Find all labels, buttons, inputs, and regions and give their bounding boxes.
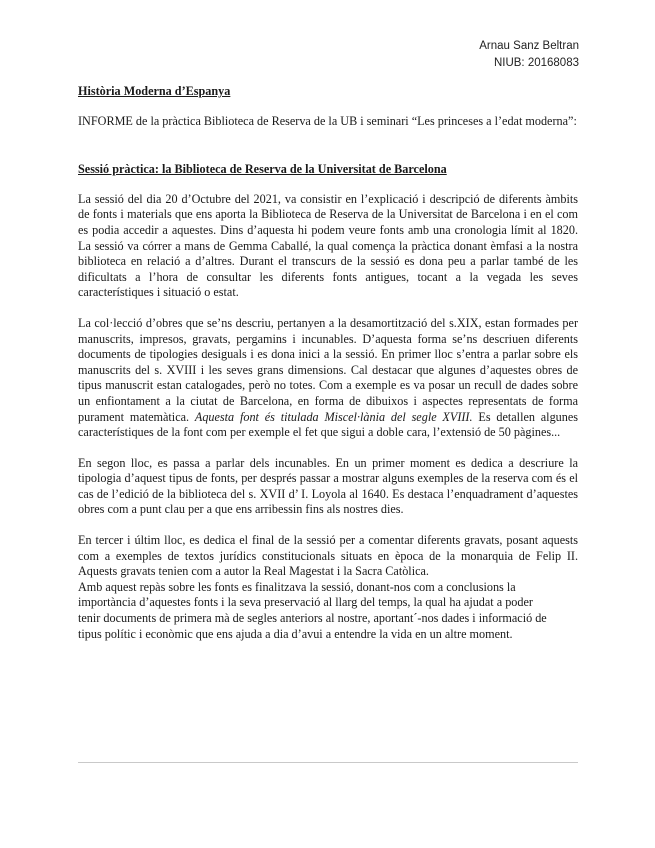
paragraph-5-line: tipus polític i econòmic que ens ajuda a dia d’avui a entendre la vida en un altre moment. (78, 626, 513, 641)
paragraph-4: En tercer i últim lloc, es dedica el final de la sessió per a comentar diferents gravats, posant aquests com a exemples de textos jurídics constitucionals situats en època de la monarquia de Felip II. Aquests gravats tenien com a autor la Real Magestat i la Sacra Catòlica. (78, 533, 578, 579)
paragraph-5-line: importància d’aquestes fonts i la seva preservació al llarg del temps, la qual ha ajudat a poder (78, 595, 533, 610)
document-body (78, 84, 578, 657)
paragraph-5-line: tenir documents de primera mà de segles anteriors al nostre, aportant´-nos dades i informació de (78, 611, 547, 626)
subject-title: Història Moderna d’Espanya (78, 84, 231, 98)
report-heading: INFORME de la pràctica Biblioteca de Reserva de la UB i seminari “Les princeses a l’edat moderna”: (78, 113, 577, 128)
paragraph-2-text: La col·lecció d’obres que se’ns descriu, pertanyen a la desamortització del s.XIX, estan formades per manuscrits, impresos, gravats, pergamins i incunables. D’aquesta forma se’ns descriuen diferents documents de tipologies desiguals i es dona inici a la sessió. En primer lloc s’entra a parlar sobre els manuscrits del s. XVIII i les seves grans dimensions. Cal destacar que algunes d’aquestes obres de tipus manuscrit estan catalogades, però no totes. Com a exemple es va posar un recull de dades sobre un enfiontament a la ciutat de Barcelona, en forma de dibuixos i aspectes representats de forma purament matemàtica. (78, 315, 578, 424)
source-title-italic: Aquesta font és titulada Miscel·lània del segle XVIII. (194, 409, 473, 424)
author-block (479, 38, 579, 72)
paragraph-2-continuation: Es detallen algunes característiques de la font com per exemple el fet que sigui a doble cara, l’extensió de 50 pàgines... (78, 409, 579, 440)
author-name: Arnau Sanz Beltran (479, 40, 579, 52)
paragraph-5-line: Amb aquest repàs sobre les fonts es finalitzava la sessió, donant-nos com a conclusions la (78, 579, 516, 594)
student-id: NIUB: 20168083 (493, 57, 579, 69)
paragraph-1: La sessió del dia 20 d’Octubre del 2021, va consistir en l’explicació i descripció de diferents àmbits de fonts i materials que ens aporta la Biblioteca de Reserva de la Universitat de Barcelona i en el com es podia accedir a aquestes. Dins d’aquesta hi podem veure fonts amb una cronologia límit al 1820. La sessió va córrer a mans de Gemma Caballé, la qual comença la pràctica donant èmfasi a la nostra biblioteca en relació a d’altres. Durant el transcurs de la sessió es dona peu a parlar també de les dificultats a l’hora de consultar les diferents fonts antigues, tocant a la vegada les seves característiques i situació o estat. (78, 191, 578, 300)
session-title: Sessió pràctica: la Biblioteca de Reserva de la Universitat de Barcelona (78, 162, 447, 177)
paragraph-3: En segon lloc, es passa a parlar dels incunables. En un primer moment es dedica a descriure la tipologia d’aquest tipus de fonts, per després passar a mostrar alguns exemples de la reserva com és el cas de l’edició de la biblioteca del s. XVII d’ I. Loyola al 1640. Es destaca l’enquadrament d’aquestes obres com a punt clau per a que ens arribessin fins als nostres dies. (78, 455, 578, 517)
paragraph-2 (78, 316, 578, 441)
paragraph-5 (78, 580, 578, 642)
page-divider (78, 762, 578, 763)
